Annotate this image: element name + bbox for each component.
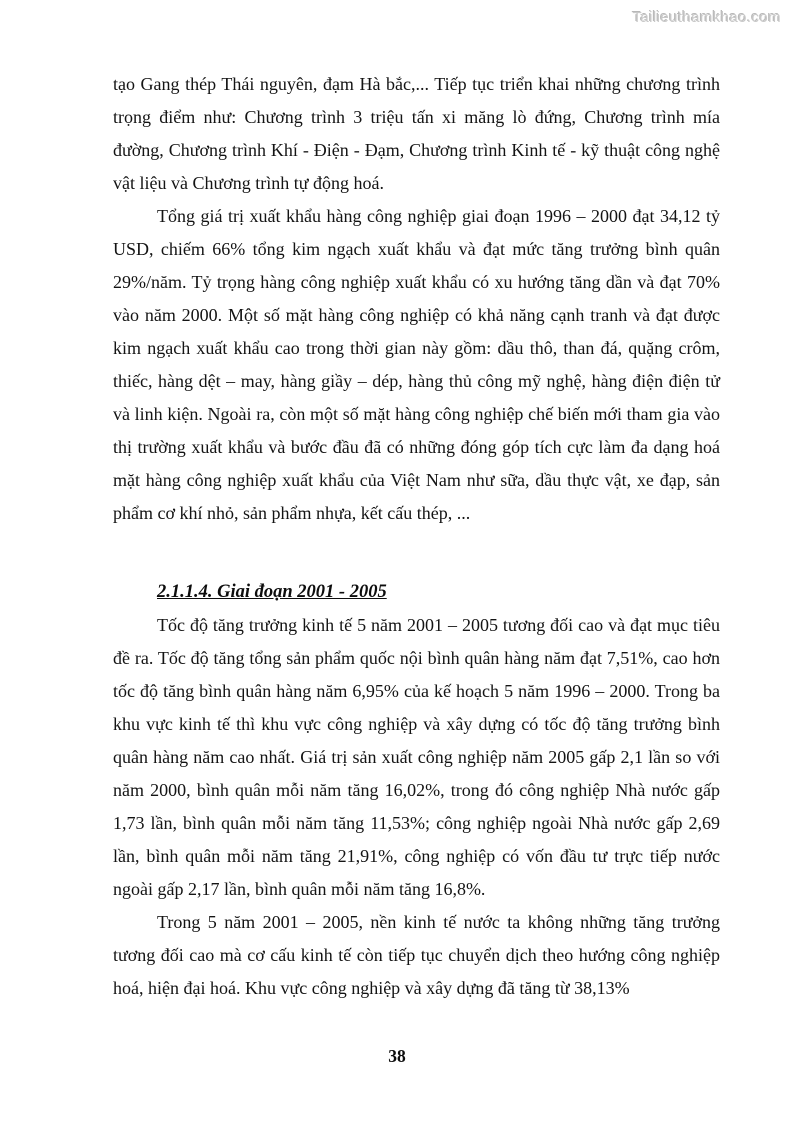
paragraph-export-value: Tổng giá trị xuất khẩu hàng công nghiệp giai đoạn 1996 – 2000 đạt 34,12 tỷ USD, chiếm 66% tổng kim ngạch xuất khẩu và đạt mức tăng trưởng bình quân 29%/năm. Tỷ trọng hàng công nghiệp xuất khẩu có xu hướng tăng dần và đạt 70% vào năm 2000. Một số mặt hàng công nghiệp có khả năng cạnh tranh và đạt được kim ngạch xuất khẩu cao trong thời gian này gồm: dầu thô, than đá, quặng crôm, thiếc, hàng dệt – may, hàng giầy – dép, hàng thủ công mỹ nghệ, hàng điện điện tử và linh kiện. Ngoài ra, còn một số mặt hàng công nghiệp chế biến mới tham gia vào thị trường xuất khẩu và bước đầu đã có những đóng góp tích cực làm đa dạng hoá mặt hàng công nghiệp xuất khẩu của Việt Nam như sữa, dầu thực vật, xe đạp, sản phẩm cơ khí nhỏ, sản phẩm nhựa, kết cấu thép, ... <box>113 206 720 523</box>
paragraph-structure-shift: Trong 5 năm 2001 – 2005, nền kinh tế nước ta không những tăng trưởng tương đối cao mà cơ cấu kinh tế còn tiếp tục chuyển dịch theo hướng công nghiệp hoá, hiện đại hoá. Khu vực công nghiệp và xây dựng đã tăng từ 38,13% <box>113 912 720 998</box>
page-number: 38 <box>388 1046 406 1066</box>
page-body-text <box>113 68 720 1005</box>
watermark-text: Tailieuthamkhao.com <box>632 9 781 26</box>
paragraph-growth-2001-2005: Tốc độ tăng trưởng kinh tế 5 năm 2001 – 2005 tương đối cao và đạt mục tiêu đề ra. Tốc độ tăng tổng sản phẩm quốc nội bình quân hàng năm đạt 7,51%, cao hơn tốc độ tăng bình quân hàng năm 6,95% của kế hoạch 5 năm 1996 – 2000. Trong ba khu vực kinh tế thì khu vực công nghiệp và xây dựng có tốc độ tăng trưởng bình quân hàng năm cao nhất. Giá trị sản xuất công nghiệp năm 2005 gấp 2,1 lần so với năm 2000, bình quân mỗi năm tăng 16,02%, trong đó công nghiệp Nhà nước gấp 1,73 lần, bình quân mỗi năm tăng 11,53%; công nghiệp ngoài Nhà nước gấp 2,69 lần, bình quân mỗi năm tăng 21,91%, công nghiệp có vốn đầu tư trực tiếp nước ngoài gấp 2,17 lần, bình quân mỗi năm tăng 16,8%. <box>113 615 720 899</box>
paragraph-continuation: tạo Gang thép Thái nguyên, đạm Hà bắc,... Tiếp tục triển khai những chương trình trọng điểm như: Chương trình 3 triệu tấn xi măng lò đứng, Chương trình mía đường, Chương trình Khí - Điện - Đạm, Chương trình Kinh tế - kỹ thuật công nghệ vật liệu và Chương trình tự động hoá. <box>113 74 720 193</box>
section-heading-2114: 2.1.1.4. Giai đoạn 2001 - 2005 <box>157 582 387 602</box>
